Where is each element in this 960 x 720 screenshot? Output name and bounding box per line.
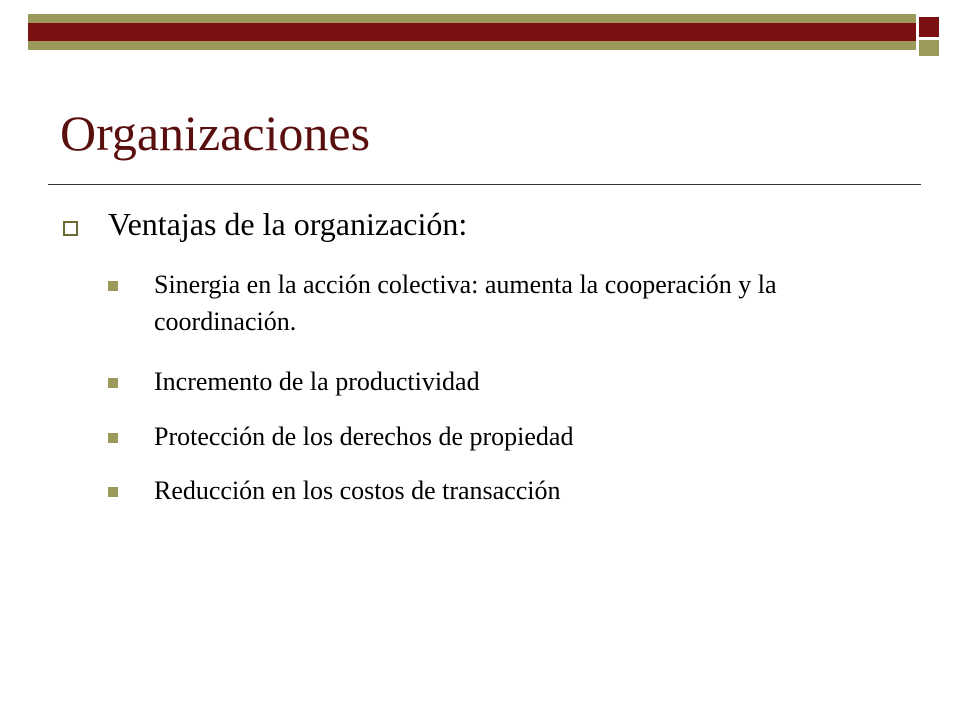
band-red-stripe [28, 23, 916, 41]
square-bullet-icon [108, 433, 118, 443]
list-item-text: Reducción en los costos de transacción [154, 476, 561, 505]
band-olive-stripe-bottom [28, 41, 916, 50]
band-olive-square [919, 40, 939, 56]
slide-title: Organizaciones [60, 105, 371, 161]
list-item-text: Sinergia en la acción colectiva: aumenta la cooperación y la coordinación. [154, 270, 777, 336]
list-item-text: Incremento de la productividad [154, 367, 480, 396]
square-bullet-icon [108, 487, 118, 497]
band-olive-stripe-top [28, 14, 916, 23]
square-bullet-icon [108, 378, 118, 388]
section-heading: Ventajas de la organización: [108, 206, 468, 242]
title-divider [48, 184, 921, 185]
top-decorative-band [0, 0, 960, 64]
square-bullet-icon [108, 281, 118, 291]
list-item-text: Protección de los derechos de propiedad [154, 422, 574, 451]
hollow-square-bullet-icon [63, 221, 78, 236]
band-red-square [919, 17, 939, 37]
